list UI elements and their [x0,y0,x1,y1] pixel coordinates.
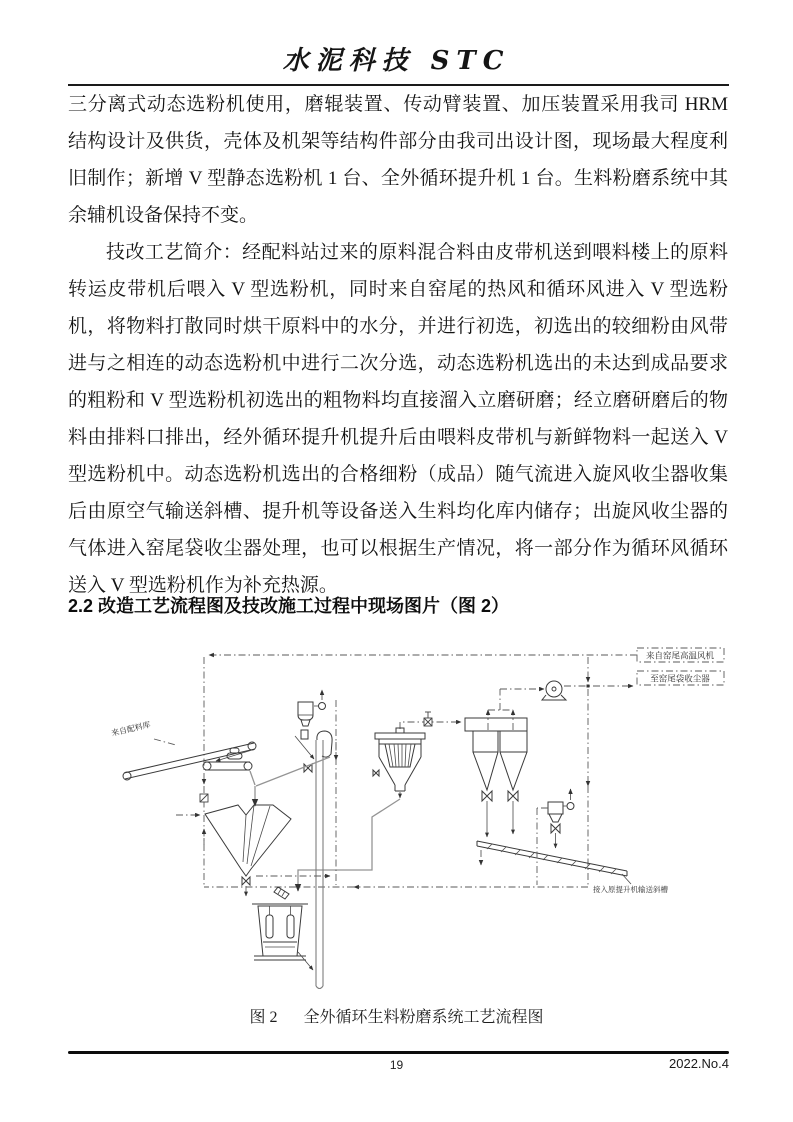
dynamic-separator [298,728,425,891]
circulating-fan [542,657,633,885]
article-body [68,86,728,604]
journal-header-title: 水泥科技 STC [282,46,511,76]
footer-rule [68,1051,729,1054]
vertical-mill [252,904,313,970]
bucket-elevator [250,700,336,989]
surge-hopper [537,789,574,885]
inclined-belt-conveyor [110,719,256,780]
paragraph-1: 三分离式动态选粉机使用，磨辊装置、传动臂装置、加压装置采用我司 HRM 结构设计及供货，壳体及机架等结构件部分由我司出设计图，现场最大程度利旧制作；新增 V 型静态选粉机 1 台、全外循环提升机 1 台。生料粉磨系统中其余辅机设备保持不变。 [68,94,728,226]
hot-air-duct [176,655,637,887]
figure-caption-text: 全外循环生料粉磨系统工艺流程图 [303,1009,544,1026]
label-box-from-kiln-fan [637,648,724,662]
issue-number: 2022.No.4 [669,1056,729,1071]
figure-caption [0,1004,793,1027]
to-elevator-air-slide-label: 接入原提升机输送斜槽 [593,885,668,894]
feed-bin [295,690,326,759]
paragraph-2: 技改工艺简介：经配料站过来的原料混合料由皮带机送到喂料楼上的原料转运皮带机后喂入 V 型选粉机，同时来自窑尾的热风和循环风进入 V 型选粉机，将物料打散同时烘干原料中的水分，并进行初选，初选出的较细粉由风带进与之相连的动态选粉机中进行二次分选，动态选粉机选出的未达到成品要求的粗粉和 V 型选粉机初选出的粗物料均直接溜入立磨研磨；经立磨研磨后的物料由排料口排出，经外循环提升机提升后由喂料皮带机与新鲜物料一起送入 V 型选粉机中。动态选粉机选出的合格细粉（成品）随气流进入旋风收尘器收集后由原空气输送斜槽、提升机等设备送入生料均化库内储存；出旋风收尘器的气体进入窑尾袋收尘器处理，也可以根据生产情况，将一部分作为循环风循环送入 V 型选粉机作为补充热源。 [68,242,728,596]
to-bag-filter-label: 至窑尾袋收尘器 [650,673,710,684]
process-flow-diagram [0,638,793,1004]
air-slide [477,841,668,894]
section-heading: 2.2 改造工艺流程图及技改施工过程中现场图片（图 2） [68,596,510,616]
page-number: 19 [389,1058,404,1072]
from-kiln-fan-label: 来自窑尾高温风机 [645,650,715,661]
v-type-separator [205,805,330,899]
figure-caption-label: 图 2 [249,1009,278,1026]
label-box-to-bag-filter [637,671,724,685]
from-batching-silo-label: 来自配料库 [110,720,152,738]
cyclone-collectors [400,689,544,837]
